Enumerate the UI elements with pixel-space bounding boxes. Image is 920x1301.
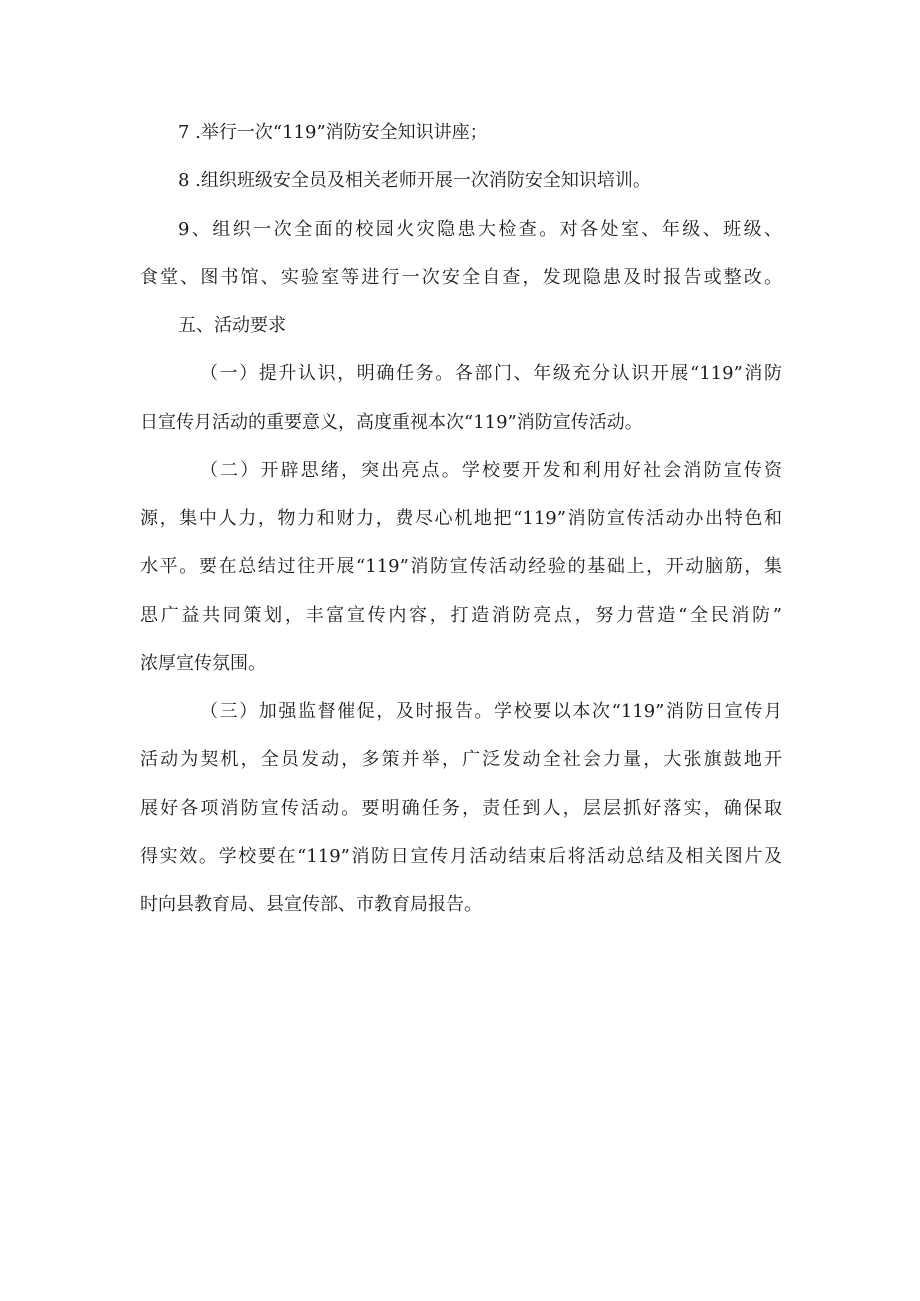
paragraph-3-line-3: 展好各项消防宣传活动。要明确任务，责任到人，层层抓好落实，确保取 [140,798,782,819]
paragraph-1-line-1: （一）提升认识，明确任务。各部门、年级充分认识开展“119”消防 [200,363,782,384]
list-item-9-line-1: 9、组织一次全面的校园火灾隐患大检查。对各处室、年级、班级、 [178,219,782,240]
paragraph-2-line-5: 浓厚宣传氛围。 [140,653,266,674]
paragraph-2-line-3: 水平。要在总结过往开展“119”消防宣传活动经验的基础上，开动脑筋，集 [140,556,782,577]
section-heading: 五、活动要求 [178,315,286,336]
paragraph-3-line-5: 时向县教育局、县宣传部、市教育局报告。 [140,894,482,915]
paragraph-3-line-1: （三）加强监督催促，及时报告。学校要以本次“119”消防日宣传月 [200,701,782,722]
paragraph-1-line-2: 日宣传月活动的重要意义，高度重视本次“119”消防宣传活动。 [140,412,643,433]
list-item-7: 7 .举行一次“119”消防安全知识讲座； [178,122,488,143]
paragraph-2-line-2: 源，集中人力，物力和财力，费尽心机地把“119”消防宣传活动办出特色和 [140,508,782,529]
paragraph-2-line-4: 思广益共同策划，丰富宣传内容，打造消防亮点，努力营造“全民消防” [140,605,782,626]
paragraph-2-line-1: （二）开辟思绪，突出亮点。学校要开发和利用好社会消防宣传资 [200,460,782,481]
list-item-8: 8 .组织班级安全员及相关老师开展一次消防安全知识培训。 [178,170,651,191]
paragraph-3-line-4: 得实效。学校要在“119”消防日宣传月活动结束后将活动总结及相关图片及 [140,846,782,867]
list-item-9-line-2: 食堂、图书馆、实验室等进行一次安全自查，发现隐患及时报告或整改。 [140,267,782,288]
paragraph-3-line-2: 活动为契机，全员发动，多策并举，广泛发动全社会力量，大张旗鼓地开 [140,749,782,770]
